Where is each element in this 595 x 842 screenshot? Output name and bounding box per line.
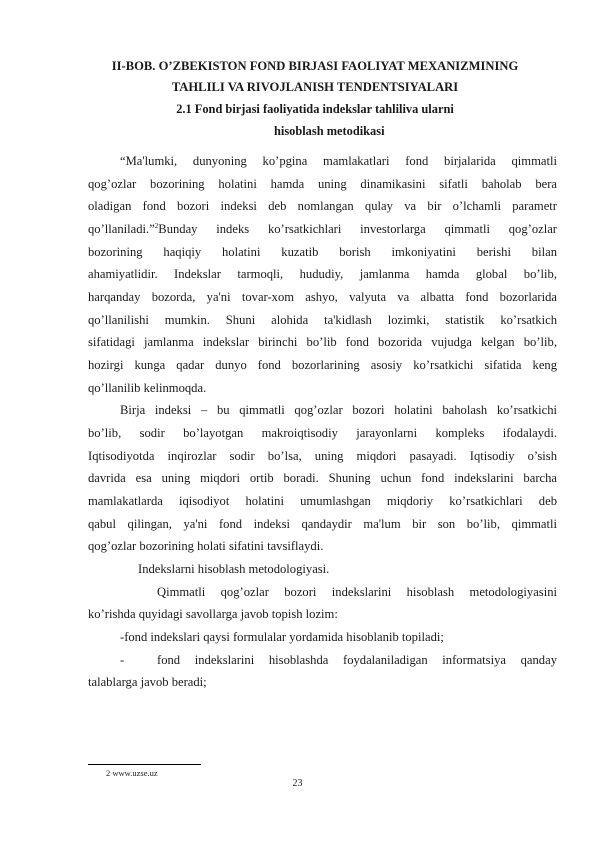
list-dash: - (120, 653, 125, 667)
text-line (88, 221, 557, 237)
text-line: qo’llanilib kelinmoqda. (88, 381, 207, 395)
text-fragment: Bunday indeks ko’rsatkichlari investorlarga qimmatli qog’ozlar (158, 222, 557, 236)
footnote-divider (88, 764, 201, 765)
text-line: qog’ozlar bozorining holati sifatini tavsiflaydi. (88, 539, 324, 553)
text-line: qog’ozlar bozorining holatini hamda uning dinamikasini sifatli baholab bera (88, 177, 557, 191)
list-item: fond indekslarini hisoblashda foydalaniladigan informatsiya qanday (157, 653, 557, 667)
text-line: Birja indeksi – bu qimmatli qog’ozlar bozori holatini baholash ko’rsatkichi (120, 403, 557, 417)
page-number: 23 (292, 778, 303, 789)
footnote-ref: 2 (154, 221, 159, 230)
text-line: Iqtisodiyotda inqirozlar sodir bo’lsa, uning miqdori pasayadi. Iqtisodiy o’sish (88, 449, 557, 463)
footnote: 2 www.uzse.uz (106, 768, 158, 778)
text-line: hozirgi kunga qadar dunyo fond bozorlarining asosiy ko’rsatkichi sifatida keng (88, 358, 557, 372)
list-item: -fond indekslari qaysi formulalar yordamida hisoblanib topiladi; (120, 630, 444, 644)
text-line: talablarga javob beradi; (88, 675, 207, 689)
text-line: ko’rishda quyidagi savollarga javob topish lozim: (88, 607, 338, 621)
text-line: qo’llanilishi mumkin. Shuni alohida ta'kidlash lozimki, statistik ko’rsatkich (88, 313, 557, 327)
text-line: harqanday bozorda, ya'ni tovar-xom ashyo, valyuta va albatta fond bozorlarida (88, 290, 557, 304)
chapter-title: II-BOB. O’ZBEKISTON FOND BIRJASI FAOLIYAT MEXANIZMINING (111, 59, 519, 73)
text-fragment: qo’llaniladi.”$^2$ (88, 221, 159, 236)
text-line: ahamiyatlidir. Indekslar tarmoqli, hududiy, jamlanma hamda global bo’lib, (88, 267, 557, 281)
text-line: qabul qilingan, ya'ni fond indeksi qandaydir ma'lum bir son bo’lib, qimmatli (88, 517, 557, 531)
section-title-line-2: hisoblash metodikasi (274, 124, 385, 138)
text-line: bo’lib, sodir bo’layotgan makroiqtisodiy jarayonlarni kompleks ifodalaydi. (88, 426, 557, 440)
text-line: oladigan fond bozori indeksi deb nomlangan qulay va bir o’lchamli parametr (88, 199, 557, 213)
text-line: davrida esa uning miqdori ortib boradi. Shuning uchun fond indekslarini barcha (88, 471, 557, 485)
text-line: mamlakatlarda iqisodiyot holatini umumlashgan miqdoriy ko’rsatkichlari deb (88, 494, 557, 508)
text-line: Qimmatli qog’ozlar bozori indekslarini hisoblash metodologiyasini (157, 585, 557, 599)
text-line: “Ma'lumki, dunyoning ko’pgina mamlakatlari fond birjalarida qimmatli (120, 154, 557, 168)
subheading: Indekslarni hisoblash metodologiyasi. (138, 562, 330, 576)
section-title: 2.1 Fond birjasi faoliyatida indekslar tahliliva ularni (176, 102, 454, 116)
chapter-title-line-2: TAHLILI VA RIVOJLANISH TENDENTSIYALARI (171, 80, 459, 94)
text-line: bozorining haqiqiy holatini kuzatib borish imkoniyatini berishi bilan (88, 245, 557, 259)
text-line: sifatidagi jamlanma indekslar birinchi bo’lib fond bozorida vujudga kelgan bo’lib, (88, 335, 557, 349)
